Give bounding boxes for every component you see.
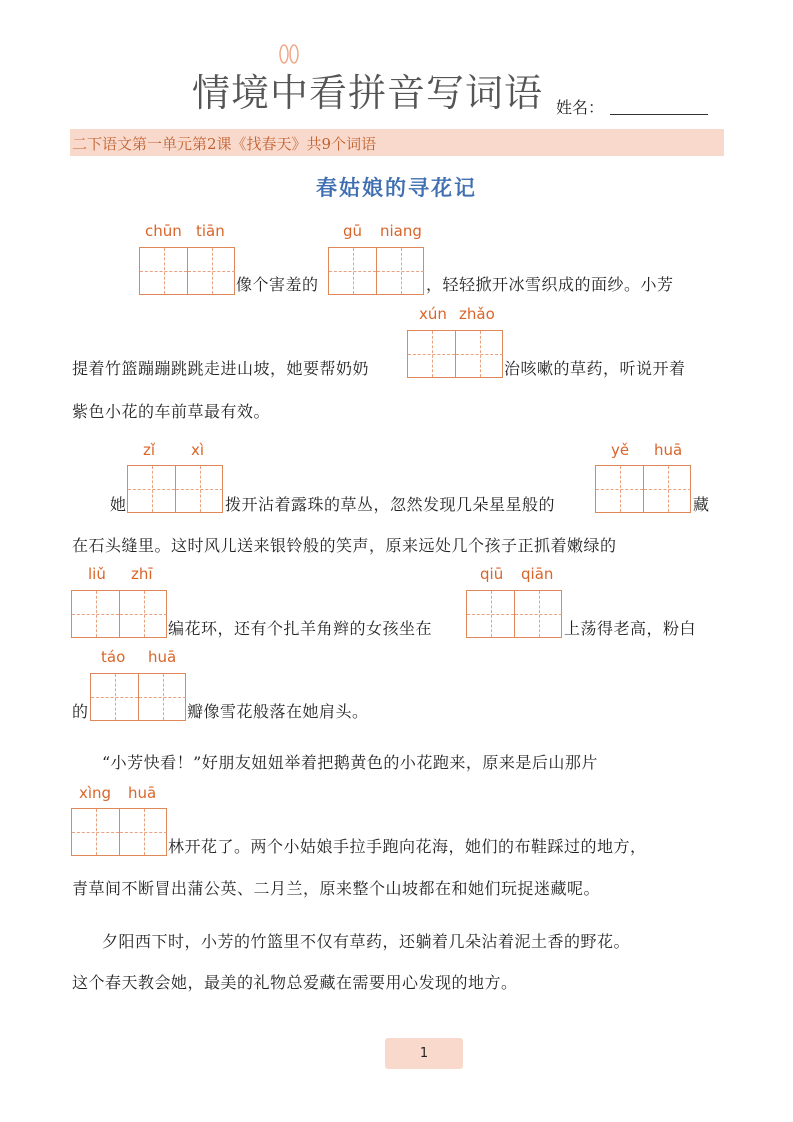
pinyin-3a: xún (419, 305, 447, 323)
text-line: 像个害羞的 (236, 275, 319, 294)
story-title: 春姑娘的寻花记 (316, 175, 477, 200)
pinyin-6a: liǔ (88, 565, 106, 583)
text-line: 藏 (693, 495, 710, 514)
logo-text: 情境中看拼音写词语 (192, 71, 544, 115)
answer-box-2[interactable] (328, 247, 424, 295)
pinyin-5b: huā (654, 441, 683, 459)
pinyin-5a: yě (611, 441, 630, 459)
pinyin-2a: gū (343, 222, 363, 240)
text-line: 青草间不断冒出蒲公英、二月兰，原来整个山坡都在和她们玩捉迷藏呢。 (72, 879, 601, 898)
text-line: 上荡得老高，粉白 (564, 619, 697, 638)
text-line: 林开花了。两个小姑娘手拉手跑向花海，她们的布鞋踩过的地方， (168, 837, 647, 856)
pinyin-1b: tiān (196, 222, 225, 240)
text-line: 夕阳西下时，小芳的竹篮里不仅有草药，还躺着几朵沾着泥土香的野花。 (102, 932, 631, 951)
text-line: 提着竹篮蹦蹦跳跳走进山坡，她要帮奶奶 (72, 359, 370, 378)
bunny-ears-icon (272, 44, 306, 66)
answer-box-5[interactable] (595, 465, 691, 513)
answer-box-9[interactable] (71, 808, 167, 856)
pinyin-6b: zhī (131, 565, 153, 583)
pinyin-8b: huā (148, 648, 177, 666)
pinyin-7a: qiū (480, 565, 504, 583)
text-line: 治咳嗽的草药，听说开着 (504, 359, 686, 378)
answer-box-4[interactable] (127, 465, 223, 513)
pinyin-1a: chūn (145, 222, 182, 240)
answer-box-6[interactable] (71, 590, 167, 638)
text-line: 紫色小花的车前草最有效。 (72, 402, 271, 421)
text-line: 在石头缝里。这时风儿送来银铃般的笑声，原来远处几个孩子正抓着嫩绿的 (72, 536, 617, 555)
lesson-band (70, 129, 724, 156)
pinyin-2b: niang (380, 222, 422, 240)
text-line: 编花环，还有个扎羊角辫的女孩坐在 (168, 619, 433, 638)
answer-box-8[interactable] (90, 673, 186, 721)
text-line: 瓣像雪花般落在她肩头。 (187, 702, 369, 721)
text-line: 拨开沾着露珠的草丛，忽然发现几朵星星般的 (225, 495, 556, 514)
worksheet-logo-title (192, 62, 543, 117)
answer-box-7[interactable] (466, 590, 562, 638)
pinyin-4a: zǐ (143, 441, 156, 459)
answer-box-1[interactable] (139, 247, 235, 295)
text-line: 她 (110, 495, 127, 514)
text-line: 这个春天教会她，最美的礼物总爱藏在需要用心发现的地方。 (72, 973, 518, 992)
pinyin-4b: xì (191, 441, 205, 459)
pinyin-3b: zhǎo (459, 305, 495, 323)
text-line: 的 (72, 702, 89, 721)
page-number: 1 (385, 1038, 463, 1069)
text-line: “小芳快看！”好朋友妞妞举着把鹅黄色的小花跑来，原来是后山那片 (102, 753, 598, 772)
pinyin-9a: xìng (79, 784, 112, 802)
answer-box-3[interactable] (407, 330, 503, 378)
lesson-info: 二下语文第一单元第2课《找春天》共9个词语 (72, 135, 377, 153)
pinyin-9b: huā (128, 784, 157, 802)
pinyin-7b: qiān (521, 565, 554, 583)
text-line: ，轻轻掀开冰雪织成的面纱。小芳 (426, 275, 674, 294)
name-field-line[interactable] (610, 114, 708, 115)
pinyin-8a: táo (101, 648, 126, 666)
name-label: 姓名： (556, 98, 605, 117)
